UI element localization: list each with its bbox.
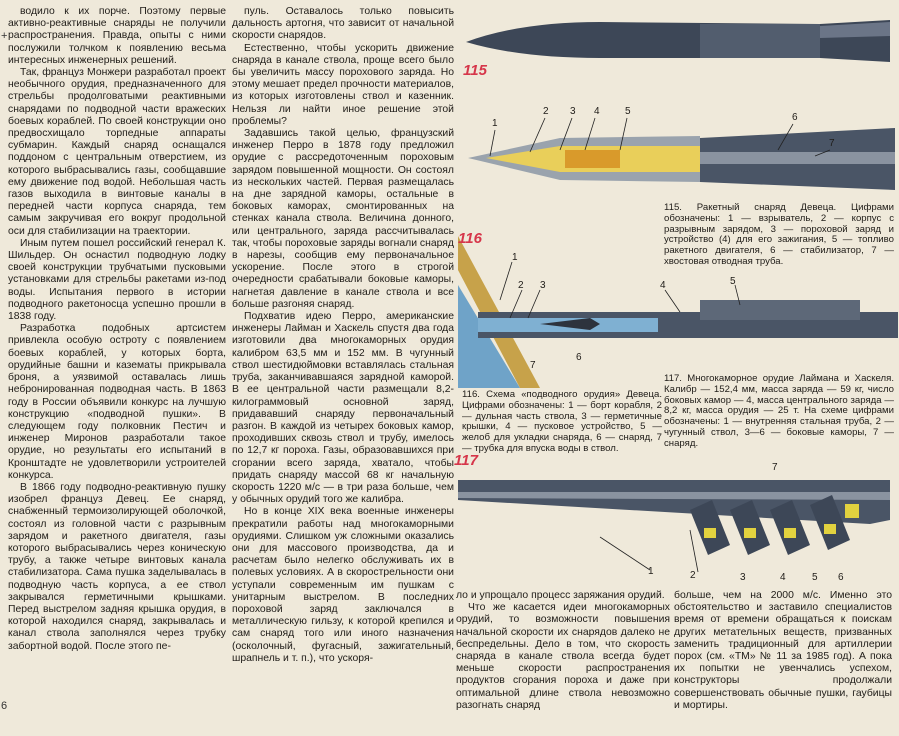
margin-mark-top: +: [1, 30, 8, 42]
callout-label: 5: [812, 572, 818, 583]
page-number: 6: [1, 700, 8, 712]
callout-label: 7: [530, 360, 536, 371]
figure-caption-117: 117. Многокаморное орудие Лаймана и Хаскеля. Калибр — 152,4 мм, масса заряда — 59 кг, число боковых камор — 4, масса центрального заряда — 8,2 кг, масса орудия — 25 т. На схеме цифрами обозначены: 1 — внутренняя стальная труба, 2 — чугунный ствол, 3—6 — боковые каморы, 7 — снаряд.: [664, 373, 894, 449]
callout-label: 1: [648, 566, 654, 577]
callout-label: 6: [576, 352, 582, 363]
callout-label: 6: [838, 572, 844, 583]
paragraph: пуль. Оставалось только повысить дальность артогня, что зависит от начальной скорости снарядов.: [232, 6, 454, 42]
callout-label: 4: [594, 106, 600, 117]
callout-label: 7: [772, 462, 778, 473]
figure-caption-115: 115. Ракетный снаряд Девеца. Цифрами обозначены: 1 — взрыватель, 2 — корпус с разрывным зарядом, 3 — пороховой заряд и устройство (4) для его зажигания, 5 — топливо ракетного двигателя, 6 — стабилизатор, 7 — хвостовая отводная труба.: [664, 202, 894, 267]
fig117-multichamber-gun: [458, 480, 890, 555]
paragraph: Иным путем пошел российский генерал К. Шильдер. Он оснастил подводную лодку своей конструкции трубчатыми пусковыми установками для стрельбы ракетами из-под воды. Испытания первого в истории подводного ракетоносца успешно прошли в 1838 году.: [8, 237, 226, 323]
figure-number-117: 117: [454, 452, 478, 469]
callout-label: 5: [625, 106, 631, 117]
paragraph: Что же касается идеи многокаморных орудий, то возможности повышения начальной скорости их снарядов далеко не беспредельны. Дело в том, что скорость снаряда в канале ствола всегда будет меньше скорости распространения продуктов сгорания пороха и даже при оптимальной длине ствола невозможно разогнать снаряд: [456, 602, 670, 711]
paragraph: Естественно, чтобы ускорить движение снаряда в канале ствола, проще всего было бы увеличить массу порохового заряда. Но этому мешает предел прочности материалов, из которых изготовлены ствол и казенник. Нельзя ли найти иное решение этой проблемы?: [232, 42, 454, 127]
callout-label: 3: [540, 280, 546, 291]
callout-label: 1: [512, 252, 518, 263]
fig115-projectile-exterior: [466, 20, 890, 62]
callout-label: 5: [730, 276, 736, 287]
callout-label: 2: [518, 280, 524, 291]
figure-number-115: 115: [463, 62, 487, 79]
paragraph: ло и упрощало процесс заряжания орудий.: [456, 590, 665, 601]
callout-label: 3: [740, 572, 746, 583]
paragraph: Но в конце XIX века военные инженеры прекратили работы над многокаморными орудиями. Слишком уж сложными оказались они для массового производства, да и расчетам было нелегко обслуживать их в полевых условиях. А в скорострельности они уступали современным им пушкам с унитарным выстрелом. В последних пороховой заряд заключался в металлическую гильзу, к которой крепился и сам снаряд того или иного назначения (осколочный, фугасный, зажигательный, шрапнель и т. п.), что ускоря-: [232, 506, 454, 664]
paragraph: больше, чем на 2000 м/с. Именно это обстоятельство и заставило специалистов время от времени обращаться к поискам других метательных веществ, призванных заменить традиционный для артиллерии порох (см. «ТМ» № 11 за 1985 год). А пока их попытки не увенчались успехом, конструкторы продолжали совершенствовать обычные пушки, гаубицы и мортиры.: [674, 590, 892, 711]
callout-label: 4: [780, 572, 786, 583]
paragraph: Разработка подобных артсистем привлекла особую остроту с появлением боевых кораблей, у которых борта, орудийные башни и казематы прикрывала броня, а уязвимой оставалась лишь небронированная подводная часть. В 1863 году в России объявили конкурс на лучшую конструкцию «подводной пушки». В следующем году полковник Пестич и инженер Миронов разработали такое орудие, но результаты его испытаний в Кронштадте не удовлетворили устроителей конкурса.: [8, 323, 226, 481]
callout-label: 2: [690, 570, 696, 581]
callout-label: 1: [492, 118, 498, 129]
paragraph: водило к их порче. Поэтому первые активно-реактивные снаряды не получили распространения. Правда, опыты с ними послужили толчком к появлению весьма интересных инженерных решений.: [8, 6, 226, 66]
callout-label: 3: [570, 106, 576, 117]
text-column-4: [674, 590, 892, 712]
text-column-3: [456, 590, 670, 712]
callout-label: 6: [792, 112, 798, 123]
paragraph: В 1866 году подводно-реактивную пушку изобрел француз Девец. Ее снаряд, снабженный термоизолирующей оболочкой, состоял из головной части с разрывным зарядом и ракетного двигателя, газы которого выбрасывались через коническую трубу, а также четыре винтовых канала стабилизатора. Сама пушка заделывалась в подводную часть корпуса, а ее ствол закрывался герметичными крышками. Перед выстрелом задняя крышка орудия, в которой находился снаряд, закрывалась и канал ствола заполнялся через трубку забортной водой. После этого пе-: [8, 481, 226, 652]
paragraph: Задавшись такой целью, французский инженер Перро в 1878 году предложил орудие с рассредоточенным пороховым зарядом повышенной мощности. Он состоял из нескольких частей. Первая размещалась на дне зарядной каморы, остальные в боковых каморах, смонтированных на стенках канала ствола. Величина донного, или центрального, заряда рассчитывалась так, чтобы пороховые заряды вогнали снаряд в нарезы, сообщив ему первоначальное ускорение. После этого в строгой очередности срабатывали боковые каморы, нагнетая давление в канале ствола и все больше разгоняя снаряд.: [232, 128, 454, 310]
callout-label: 4: [660, 280, 666, 291]
paragraph: Подхватив идею Перро, американские инженеры Лайман и Хаскель спустя два года изготовили два многокаморных орудия калибром 63,5 мм и 152 мм. В чугунный ствол шестидюймовки вставлялась стальная труба, заканчивавшаяся зарядной каморой. В ее центральной части размещали 8,2-килограммовый основной заряд, придававший снаряду первоначальный разгон. В каждой из четырех боковых камор, проходивших сквозь ствол и трубу, имелось по 12,7 кг пороха. Газы, образовавшихся при сгорании всего заряда, хватало, чтобы придать снаряду массой 68 кг начальную скорость 1220 м/с — в три раза больше, чем у обычных орудий того же калибра.: [232, 311, 454, 506]
figure-number-116: 116: [458, 230, 482, 247]
figure-caption-116: 116. Схема «подводного орудия» Девеца. Цифрами обозначены: 1 — борт корабля, 2 — дульная часть ствола, 3 — герметичные крышки, 4 — пусковое устройство, 5 — желоб для укладки снаряда, 6 — снаряд, 7 — трубка для впуска воды в ствол.: [462, 389, 662, 454]
paragraph: Так, француз Монжери разработал проект необычного орудия, предназначенного для стрельбы продолговатыми реактивными снарядами по подводной части вражеских боевых кораблей. По своей конструкции оно предвосхищало торпедные аппараты субмарин. Каждый снаряд оснащался поддоном с центральным отверстием, из которого выбрасывались газы, сообщавшие ему движение под водой. Небольшая часть газов выходила в винтовые каналы в передней части корпуса снаряда, тем самым закручивая его вокруг продольной оси для стабилизации на траектории.: [8, 67, 226, 237]
callout-label: 2: [543, 106, 549, 117]
callout-label: 7: [829, 138, 835, 149]
